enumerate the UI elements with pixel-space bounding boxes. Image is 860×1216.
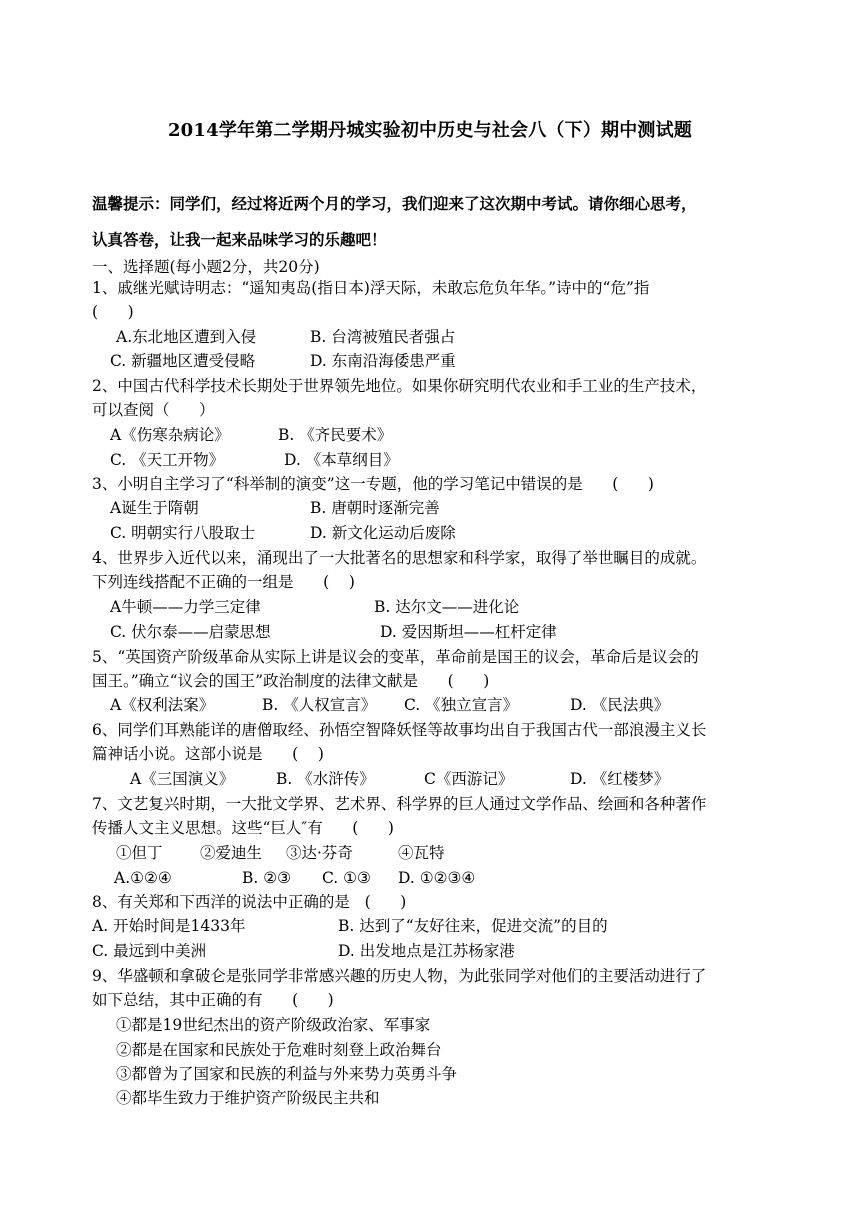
question-7-option-d: D. ①②③④ (398, 869, 476, 887)
question-3-option-a: A诞生于隋朝 (110, 499, 199, 517)
question-5-line-1: 5、“英国资产阶级革命从实际上讲是议会的变革，革命前是国王的议会，革命后是议会的 (92, 648, 699, 666)
reminder-text (92, 186, 782, 258)
question-7-option-c: C. ①③ (322, 869, 371, 887)
reminder-line-1: 温馨提示：同学们，经过将近两个月的学习，我们迎来了这次期中考试。请你细心思考， (92, 194, 697, 213)
question-4-line-1: 4、世界步入近代以来，涌现出了一大批著名的思想家和科学家，取得了举世瞩目的成就。 (92, 549, 707, 567)
question-8-option-d: D. 出发地点是江苏杨家港 (338, 942, 515, 960)
question-9-item-2: ②都是在国家和民族处于危难时刻登上政治舞台 (116, 1041, 442, 1059)
question-1-line-1: 1、戚继光赋诗明志：“遥知夷岛(指日本)浮天际，未敢忘危负年华。”诗中的“危”指 (92, 279, 650, 297)
question-6-option-b: B. 《水浒传》 (276, 770, 375, 788)
question-4-option-c: C. 伏尔泰——启蒙思想 (110, 623, 271, 641)
question-9-item-3: ③都曾为了国家和民族的利益与外来势力英勇斗争 (116, 1065, 458, 1083)
question-5-option-d: D. 《民法典》 (570, 696, 670, 714)
question-1-option-d: D. 东南沿海倭患严重 (310, 352, 456, 370)
question-5-option-a: A《权利法案》 (110, 696, 215, 714)
question-6-line-2: 篇神话小说。这部小说是 ( ) (92, 745, 324, 763)
question-6-option-d: D. 《红楼梦》 (570, 770, 670, 788)
question-7-item-4: ④瓦特 (398, 844, 445, 862)
question-8-option-b: B. 达到了“友好往来，促进交流”的目的 (338, 917, 608, 935)
question-2-option-c: C. 《天工开物》 (110, 451, 225, 469)
question-5-line-2: 国王。”确立“议会的国王”政治制度的法律文献是 ( ) (92, 672, 490, 690)
question-9-line-2: 如下总结，其中正确的有 ( ) (92, 991, 334, 1009)
page-title: 2014学年第二学期丹城实验初中历史与社会八（下）期中测试题 (167, 120, 693, 141)
question-8-line-1: 8、有关郑和下西洋的说法中正确的是 ( ) (92, 893, 407, 911)
question-4-line-2: 下列连线搭配不正确的一组是 ( ) (92, 573, 355, 591)
question-4-option-a: A牛顿——力学三定律 (110, 598, 261, 616)
question-9-line-1: 9、华盛顿和拿破仑是张同学非常感兴趣的历史人物，为此张同学对他们的主要活动进行了 (92, 967, 707, 985)
question-8-option-c: C. 最远到中美洲 (92, 942, 207, 960)
question-6-line-1: 6、同学们耳熟能详的唐僧取经、孙悟空智降妖怪等故事均出自于我国古代一部浪漫主义长 (92, 721, 707, 739)
question-7-option-b: B. ②③ (242, 869, 292, 887)
question-3-option-b: B. 唐朝时逐渐完善 (310, 499, 440, 517)
question-8-option-a: A. 开始时间是1433年 (92, 917, 246, 935)
question-7-line-2: 传播人文主义思想。这些“巨人″有 ( ) (92, 819, 394, 837)
question-7-option-a: A.①②④ (114, 869, 172, 887)
question-3-option-c: C. 明朝实行八股取士 (110, 524, 256, 542)
question-4-option-b: B. 达尔文——进化论 (374, 598, 520, 616)
reminder-line-2: 认真答卷，让我一起来品味学习的乐趣吧！ (92, 230, 387, 249)
question-6-option-c: C《西游记》 (424, 770, 514, 788)
question-5-option-c: C. 《独立宣言》 (404, 696, 519, 714)
question-9-item-1: ①都是19世纪杰出的资产阶级政治家、军事家 (116, 1016, 431, 1034)
question-1-line-2: ( ) (92, 303, 134, 321)
question-5-option-b: B. 《人权宣言》 (262, 696, 377, 714)
question-1-option-a: A.东北地区遭到入侵 (116, 328, 257, 346)
question-9-item-4: ④都毕生致力于维护资产阶级民主共和 (116, 1089, 380, 1107)
question-2-option-a: A《伤寒杂病论》 (110, 426, 230, 444)
question-2-line-1: 2、中国古代科学技术长期处于世界领先地位。如果你研究明代农业和手工业的生产技术， (92, 377, 707, 395)
question-4-option-d: D. 爱因斯坦——杠杆定律 (380, 623, 557, 641)
question-6-option-a: A《三国演义》 (130, 770, 235, 788)
question-1-option-c: C. 新疆地区遭受侵略 (110, 352, 256, 370)
question-7-item-2: ②爱迪生 (200, 844, 263, 862)
question-2-option-d: D. 《本草纲目》 (284, 451, 399, 469)
question-7-item-3: ③达·芬奇 (286, 844, 353, 862)
question-2-option-b: B. 《齐民要术》 (278, 426, 393, 444)
question-7-item-1: ①但丁 (116, 844, 163, 862)
question-3-line-1: 3、小明自主学习了“科举制的演变”这一专题，他的学习笔记中错误的是 ( ) (92, 475, 654, 493)
section-heading: 一、选择题(每小题2分，共20分) (92, 258, 320, 276)
question-2-line-2: 可以查阅（ ） (92, 401, 215, 419)
question-3-option-d: D. 新文化运动后废除 (310, 524, 456, 542)
question-1-option-b: B. 台湾被殖民者强占 (310, 328, 456, 346)
question-7-line-1: 7、文艺复兴时期，一大批文学界、艺术界、科学界的巨人通过文学作品、绘画和各种著作 (92, 795, 707, 813)
